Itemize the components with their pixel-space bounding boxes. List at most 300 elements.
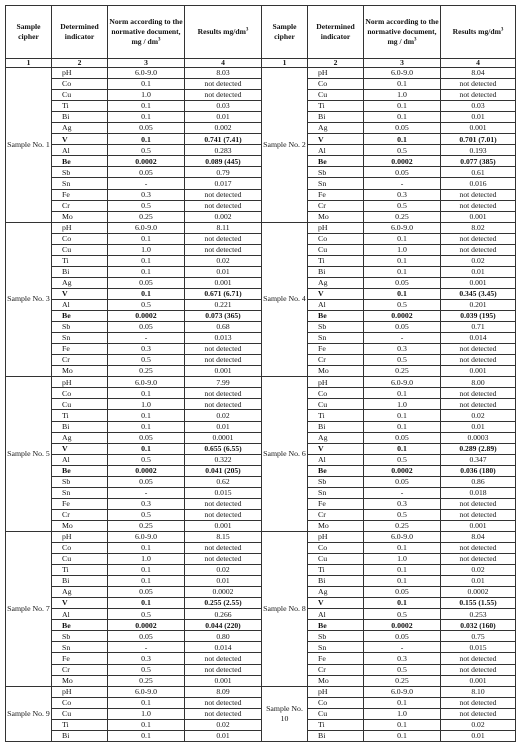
norm-cell: 0.5 — [108, 609, 185, 620]
table-row — [6, 399, 516, 410]
table-row — [6, 653, 516, 664]
norm-cell: 6.0-9.0 — [364, 686, 441, 697]
indicator-cell: Cr — [52, 355, 108, 366]
indicator-cell: Ti — [308, 410, 364, 421]
norm-cell: 0.1 — [364, 79, 441, 90]
indicator-cell: Mo — [308, 675, 364, 686]
indicator-cell: pH — [52, 686, 108, 697]
norm-cell: 6.0-9.0 — [108, 222, 185, 233]
result-cell: 0.322 — [185, 454, 262, 465]
indicator-cell: Bi — [52, 266, 108, 277]
norm-cell: 0.1 — [364, 233, 441, 244]
table-row — [6, 145, 516, 156]
norm-cell: 0.0002 — [108, 156, 185, 167]
result-cell: 0.01 — [441, 421, 516, 432]
sample-label: Sample No. 2 — [262, 68, 308, 223]
norm-cell: 0.1 — [364, 697, 441, 708]
norm-cell: 0.1 — [108, 112, 185, 123]
header-norm: Norm according to the normative document, mg / $dm^3$ — [108, 6, 185, 59]
norm-cell: 0.05 — [108, 631, 185, 642]
norm-cell: 6.0-9.0 — [364, 377, 441, 388]
result-cell: 0.347 — [441, 454, 516, 465]
indicator-cell: Ag — [308, 277, 364, 288]
norm-cell: 0.0002 — [108, 620, 185, 631]
header-sample-cipher: Sample cipher — [262, 6, 308, 59]
norm-cell: 0.1 — [364, 576, 441, 587]
indicator-cell: Sb — [52, 631, 108, 642]
result-cell: 0.01 — [441, 730, 516, 741]
table-row — [6, 609, 516, 620]
result-cell: not detected — [185, 79, 262, 90]
result-cell: not detected — [185, 244, 262, 255]
result-cell: not detected — [185, 708, 262, 719]
table-row — [6, 454, 516, 465]
column-number: 4 — [185, 59, 262, 68]
result-cell: 0.0002 — [441, 587, 516, 598]
indicator-cell: Fe — [308, 189, 364, 200]
result-cell: not detected — [185, 543, 262, 554]
indicator-cell: Cr — [52, 200, 108, 211]
result-cell: 0.0001 — [185, 432, 262, 443]
norm-cell: 0.05 — [108, 587, 185, 598]
norm-cell: 1.0 — [364, 554, 441, 565]
indicator-cell: Ti — [52, 101, 108, 112]
result-cell: not detected — [441, 200, 516, 211]
table-row — [6, 344, 516, 355]
result-cell: 0.283 — [185, 145, 262, 156]
indicator-cell: Sb — [308, 476, 364, 487]
table-row — [6, 730, 516, 741]
result-cell: 0.015 — [441, 642, 516, 653]
indicator-cell: Co — [52, 388, 108, 399]
indicator-cell: Ti — [52, 255, 108, 266]
norm-cell: 0.1 — [108, 233, 185, 244]
result-cell: 0.014 — [185, 642, 262, 653]
norm-cell: 0.1 — [108, 255, 185, 266]
norm-cell: - — [108, 487, 185, 498]
table-row — [6, 322, 516, 333]
indicator-cell: Sn — [308, 178, 364, 189]
norm-cell: 1.0 — [108, 399, 185, 410]
result-cell: 0.039 (195) — [441, 311, 516, 322]
indicator-cell: Bi — [308, 266, 364, 277]
indicator-cell: pH — [52, 222, 108, 233]
result-cell: 0.701 (7.01) — [441, 134, 516, 145]
table-row — [6, 90, 516, 101]
indicator-cell: Bi — [308, 112, 364, 123]
column-number: 4 — [441, 59, 516, 68]
norm-cell: 0.3 — [108, 189, 185, 200]
norm-cell: 0.1 — [364, 598, 441, 609]
result-cell: 0.036 (180) — [441, 465, 516, 476]
norm-cell: 0.05 — [364, 631, 441, 642]
indicator-cell: Ti — [52, 410, 108, 421]
result-cell: 0.02 — [185, 565, 262, 576]
result-cell: 8.11 — [185, 222, 262, 233]
result-cell: 0.741 (7.41) — [185, 134, 262, 145]
norm-cell: 0.25 — [108, 675, 185, 686]
indicator-cell: Cr — [308, 509, 364, 520]
norm-cell: 1.0 — [108, 708, 185, 719]
norm-cell: 0.1 — [108, 388, 185, 399]
table-row — [6, 178, 516, 189]
norm-cell: 0.25 — [364, 520, 441, 531]
indicator-cell: V — [308, 288, 364, 299]
indicator-cell: Mo — [52, 211, 108, 222]
norm-cell: 0.1 — [108, 697, 185, 708]
indicator-cell: Be — [308, 156, 364, 167]
indicator-cell: Fe — [308, 498, 364, 509]
indicator-cell: Bi — [52, 576, 108, 587]
result-cell: 0.01 — [185, 266, 262, 277]
result-cell: 0.089 (445) — [185, 156, 262, 167]
indicator-cell: Sn — [52, 642, 108, 653]
norm-cell: 0.5 — [364, 454, 441, 465]
result-cell: 0.001 — [441, 366, 516, 377]
column-number: 2 — [52, 59, 108, 68]
result-cell: not detected — [185, 388, 262, 399]
norm-cell: 0.5 — [364, 509, 441, 520]
indicator-cell: Sb — [308, 322, 364, 333]
indicator-cell: Sn — [308, 642, 364, 653]
sample-label: Sample No. 3 — [6, 222, 52, 377]
column-number: 1 — [262, 59, 308, 68]
table-row — [6, 465, 516, 476]
indicator-cell: Bi — [52, 112, 108, 123]
table-row — [6, 543, 516, 554]
norm-cell: 0.5 — [108, 355, 185, 366]
table-row — [6, 255, 516, 266]
norm-cell: 0.1 — [364, 388, 441, 399]
sample-label: Sample No. 9 — [6, 686, 52, 741]
table-row — [6, 311, 516, 322]
table-row — [6, 156, 516, 167]
result-cell: not detected — [441, 355, 516, 366]
indicator-cell: Cu — [308, 554, 364, 565]
result-cell: 8.04 — [441, 531, 516, 542]
norm-cell: 0.1 — [108, 266, 185, 277]
indicator-cell: Ti — [52, 565, 108, 576]
sample-label: Sample No. 5 — [6, 377, 52, 532]
table-row — [6, 355, 516, 366]
indicator-cell: Cr — [308, 200, 364, 211]
indicator-cell: Cu — [308, 399, 364, 410]
table-row — [6, 200, 516, 211]
table-row — [6, 211, 516, 222]
norm-cell: 6.0-9.0 — [108, 686, 185, 697]
table-row — [6, 554, 516, 565]
result-cell: not detected — [185, 509, 262, 520]
norm-cell: 0.25 — [364, 366, 441, 377]
table-row — [6, 333, 516, 344]
result-cell: 0.71 — [441, 322, 516, 333]
result-cell: 0.201 — [441, 299, 516, 310]
indicator-cell: Bi — [52, 421, 108, 432]
result-cell: 0.01 — [185, 730, 262, 741]
result-cell: 0.041 (205) — [185, 465, 262, 476]
indicator-cell: Al — [308, 299, 364, 310]
norm-cell: 0.3 — [108, 498, 185, 509]
indicator-cell: Bi — [308, 576, 364, 587]
norm-cell: 0.1 — [364, 730, 441, 741]
indicator-cell: Fe — [52, 344, 108, 355]
norm-cell: 0.25 — [364, 211, 441, 222]
indicator-cell: pH — [52, 377, 108, 388]
table-row — [6, 520, 516, 531]
norm-cell: 6.0-9.0 — [364, 531, 441, 542]
indicator-cell: Mo — [308, 366, 364, 377]
header-row — [6, 6, 516, 59]
result-cell: not detected — [185, 399, 262, 410]
norm-cell: 0.1 — [108, 79, 185, 90]
indicator-cell: pH — [308, 68, 364, 79]
norm-cell: 0.5 — [364, 200, 441, 211]
indicator-cell: V — [308, 598, 364, 609]
indicator-cell: Ag — [52, 432, 108, 443]
result-cell: not detected — [441, 90, 516, 101]
indicator-cell: Cu — [308, 708, 364, 719]
table-row — [6, 443, 516, 454]
result-cell: 0.289 (2.89) — [441, 443, 516, 454]
norm-cell: - — [364, 178, 441, 189]
table-row — [6, 509, 516, 520]
table-row — [6, 244, 516, 255]
result-cell: 0.75 — [441, 631, 516, 642]
table-row — [6, 531, 516, 542]
norm-cell: 0.05 — [364, 432, 441, 443]
indicator-cell: Ti — [308, 101, 364, 112]
indicator-cell: V — [52, 443, 108, 454]
indicator-cell: Co — [52, 543, 108, 554]
sample-label: Sample No. 10 — [262, 686, 308, 741]
table-row — [6, 631, 516, 642]
header-determined-indicator: Determined indicator — [52, 6, 108, 59]
indicator-cell: Al — [52, 454, 108, 465]
norm-cell: 0.1 — [108, 543, 185, 554]
norm-cell: 0.0002 — [108, 311, 185, 322]
result-cell: 0.02 — [185, 719, 262, 730]
indicator-cell: Ti — [308, 565, 364, 576]
indicator-cell: Sn — [52, 333, 108, 344]
indicator-cell: Be — [52, 156, 108, 167]
indicator-cell: Ti — [308, 719, 364, 730]
norm-cell: 0.3 — [364, 344, 441, 355]
result-cell: 0.0003 — [441, 432, 516, 443]
norm-cell: 1.0 — [108, 90, 185, 101]
table-row — [6, 123, 516, 134]
table-row — [6, 675, 516, 686]
norm-cell: 6.0-9.0 — [108, 68, 185, 79]
result-cell: 0.02 — [185, 410, 262, 421]
result-cell: not detected — [441, 244, 516, 255]
table-row — [6, 167, 516, 178]
result-cell: 0.018 — [441, 487, 516, 498]
result-cell: 0.193 — [441, 145, 516, 156]
norm-cell: 0.5 — [364, 145, 441, 156]
norm-cell: 0.0002 — [108, 465, 185, 476]
norm-cell: 0.05 — [364, 322, 441, 333]
sample-label: Sample No. 8 — [262, 531, 308, 686]
sample-label: Sample No. 7 — [6, 531, 52, 686]
norm-cell: 0.05 — [108, 432, 185, 443]
indicator-cell: Al — [308, 609, 364, 620]
result-cell: 8.10 — [441, 686, 516, 697]
norm-cell: 0.0002 — [364, 156, 441, 167]
table-row — [6, 620, 516, 631]
table-row — [6, 377, 516, 388]
indicator-cell: pH — [52, 68, 108, 79]
table-row — [6, 134, 516, 145]
table-row — [6, 697, 516, 708]
table-row — [6, 719, 516, 730]
norm-cell: 0.5 — [108, 200, 185, 211]
result-cell: not detected — [441, 697, 516, 708]
norm-cell: - — [364, 642, 441, 653]
norm-cell: 0.3 — [364, 189, 441, 200]
indicator-cell: V — [52, 598, 108, 609]
column-number: 3 — [364, 59, 441, 68]
norm-cell: 0.5 — [364, 664, 441, 675]
indicator-cell: Co — [52, 697, 108, 708]
indicator-cell: Bi — [308, 421, 364, 432]
indicator-cell: Be — [308, 620, 364, 631]
result-cell: not detected — [441, 399, 516, 410]
indicator-cell: Cu — [308, 90, 364, 101]
result-cell: 0.032 (160) — [441, 620, 516, 631]
result-cell: 0.001 — [185, 675, 262, 686]
indicator-cell: Co — [52, 79, 108, 90]
norm-cell: 0.3 — [364, 653, 441, 664]
indicator-cell: Cu — [52, 708, 108, 719]
result-cell: 0.255 (2.55) — [185, 598, 262, 609]
result-cell: 0.03 — [185, 101, 262, 112]
table-row — [6, 266, 516, 277]
result-cell: 0.002 — [185, 123, 262, 134]
result-cell: not detected — [185, 653, 262, 664]
result-cell: 8.04 — [441, 68, 516, 79]
table-row — [6, 233, 516, 244]
indicator-cell: Ti — [308, 255, 364, 266]
result-cell: not detected — [441, 79, 516, 90]
norm-cell: 0.05 — [364, 277, 441, 288]
norm-cell: 1.0 — [364, 90, 441, 101]
result-cell: 0.01 — [185, 421, 262, 432]
indicator-cell: Sb — [308, 167, 364, 178]
sample-label: Sample No. 4 — [262, 222, 308, 377]
result-cell: not detected — [185, 664, 262, 675]
result-cell: 0.01 — [441, 266, 516, 277]
indicator-cell: Sb — [52, 476, 108, 487]
table-row — [6, 277, 516, 288]
result-cell: not detected — [441, 554, 516, 565]
indicator-cell: Mo — [52, 520, 108, 531]
norm-cell: 0.25 — [108, 520, 185, 531]
indicator-cell: Sn — [308, 333, 364, 344]
sample-label: Sample No. 1 — [6, 68, 52, 223]
indicator-cell: Cu — [52, 554, 108, 565]
result-cell: 7.99 — [185, 377, 262, 388]
norm-cell: 6.0-9.0 — [364, 68, 441, 79]
result-cell: 8.09 — [185, 686, 262, 697]
indicator-cell: Al — [308, 145, 364, 156]
result-cell: 0.001 — [441, 277, 516, 288]
norm-cell: 0.25 — [108, 366, 185, 377]
norm-cell: 0.1 — [364, 112, 441, 123]
norm-cell: - — [108, 178, 185, 189]
norm-cell: 0.05 — [364, 167, 441, 178]
indicator-cell: Cr — [52, 664, 108, 675]
norm-cell: 0.1 — [364, 266, 441, 277]
table-row — [6, 112, 516, 123]
table-row — [6, 498, 516, 509]
result-cell: 0.044 (220) — [185, 620, 262, 631]
result-cell: 0.014 — [441, 333, 516, 344]
indicator-cell: Be — [308, 311, 364, 322]
norm-cell: 0.5 — [364, 355, 441, 366]
norm-cell: 6.0-9.0 — [108, 377, 185, 388]
indicator-cell: Be — [52, 465, 108, 476]
table-row — [6, 79, 516, 90]
indicator-cell: Bi — [52, 730, 108, 741]
indicator-cell: pH — [308, 531, 364, 542]
norm-cell: 0.3 — [364, 498, 441, 509]
norm-cell: 0.3 — [108, 344, 185, 355]
table-row — [6, 101, 516, 112]
norm-cell: 0.3 — [108, 653, 185, 664]
result-cell: not detected — [185, 355, 262, 366]
indicator-cell: Cr — [308, 664, 364, 675]
result-cell: 8.15 — [185, 531, 262, 542]
indicator-cell: Fe — [52, 653, 108, 664]
norm-cell: 0.1 — [364, 543, 441, 554]
norm-cell: 1.0 — [108, 244, 185, 255]
column-number-row — [6, 59, 516, 68]
norm-cell: 0.05 — [108, 277, 185, 288]
table-row — [6, 432, 516, 443]
result-cell: 0.671 (6.71) — [185, 288, 262, 299]
norm-cell: 1.0 — [364, 708, 441, 719]
norm-cell: - — [364, 487, 441, 498]
indicator-cell: V — [52, 288, 108, 299]
result-cell: not detected — [185, 697, 262, 708]
result-cell: not detected — [441, 388, 516, 399]
indicator-cell: pH — [52, 531, 108, 542]
indicator-cell: Mo — [52, 675, 108, 686]
result-cell: 8.00 — [441, 377, 516, 388]
norm-cell: 6.0-9.0 — [364, 222, 441, 233]
table-row — [6, 598, 516, 609]
table-row — [6, 410, 516, 421]
result-cell: not detected — [185, 233, 262, 244]
result-cell: not detected — [185, 344, 262, 355]
norm-cell: 0.25 — [364, 675, 441, 686]
indicator-cell: Co — [308, 388, 364, 399]
result-cell: 0.001 — [185, 366, 262, 377]
table-row — [6, 421, 516, 432]
sample-block — [6, 68, 516, 223]
indicator-cell: Be — [52, 311, 108, 322]
result-cell: not detected — [441, 344, 516, 355]
norm-cell: 0.05 — [364, 123, 441, 134]
result-cell: 0.01 — [441, 576, 516, 587]
norm-cell: 0.1 — [108, 410, 185, 421]
norm-cell: 0.1 — [364, 443, 441, 454]
table-row — [6, 288, 516, 299]
indicator-cell: Co — [52, 233, 108, 244]
indicator-cell: Mo — [308, 520, 364, 531]
indicator-cell: Al — [52, 609, 108, 620]
norm-cell: 0.1 — [108, 719, 185, 730]
